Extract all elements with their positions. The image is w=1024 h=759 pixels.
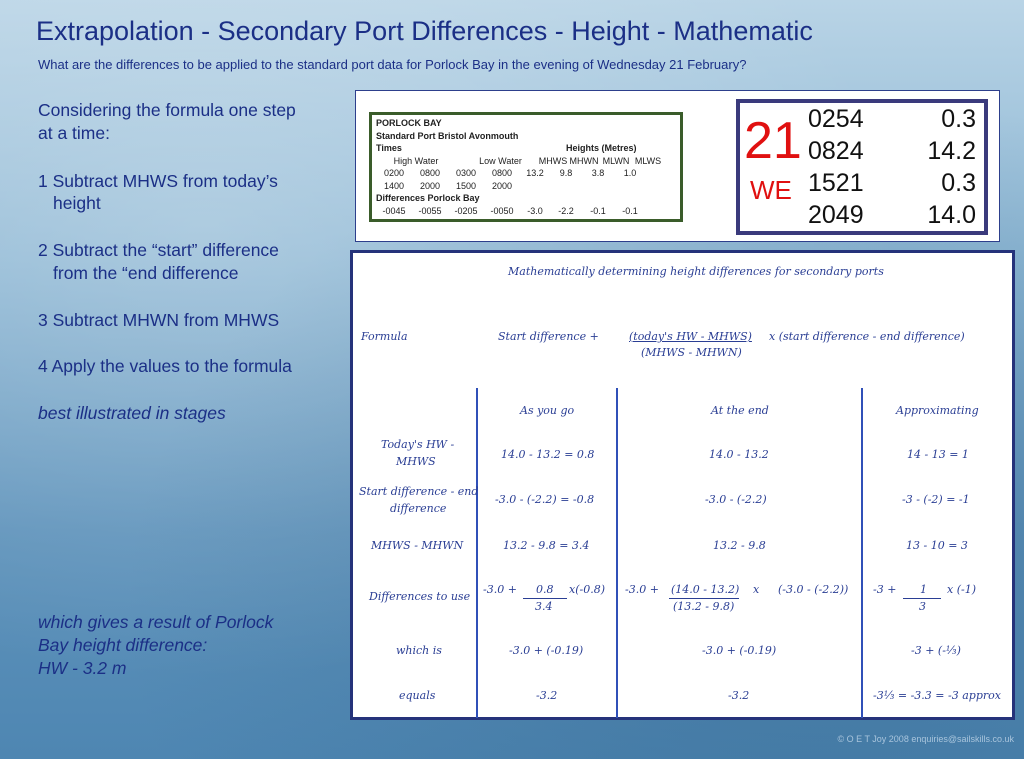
row-label: MHWS - MHWN [371, 539, 464, 552]
cell: -0050 [490, 205, 514, 216]
fraction-denominator: (13.2 - 9.8) [673, 600, 735, 613]
cell: -3 + [873, 583, 897, 596]
cell: -3.0 [527, 205, 543, 216]
step-1-line-1: 1 Subtract MHWS from today’s [38, 171, 278, 191]
differences-label: Differences Porlock Bay [376, 193, 480, 204]
cell: -3.0 + [625, 583, 659, 596]
table-header-row [376, 142, 676, 155]
tide-height: 0.3 [941, 105, 976, 133]
heights-label: Heights (Metres) [566, 143, 637, 154]
fraction-numerator: (14.0 - 13.2) [671, 583, 740, 596]
formula-label: Formula [361, 330, 408, 343]
cell: -3.0 - (-2.2) [705, 493, 767, 506]
step-3: 3 Subtract MHWN from MHWS [38, 310, 280, 330]
col-header-approximating: Approximating [896, 404, 979, 417]
formula-denominator: (MHWS - MHWN) [641, 346, 742, 359]
fraction-bar [523, 598, 567, 599]
cell: 13.2 [526, 168, 544, 179]
column-divider [476, 388, 478, 718]
col-header-at-the-end: At the end [711, 404, 769, 417]
table-row [376, 205, 676, 218]
tide-times-box [736, 99, 988, 235]
fraction-numerator: 0.8 [536, 583, 554, 596]
day-number: 21 [744, 112, 802, 170]
tide-time: 1521 [808, 169, 864, 197]
col-mhwn: MHWN [569, 155, 599, 166]
cell: -3.0 + (-0.19) [509, 644, 584, 657]
cell: 0800 [419, 168, 441, 179]
formula-tail: x (start difference - end difference) [769, 330, 965, 343]
table-row [376, 180, 676, 193]
cell: 14.0 - 13.2 = 0.8 [501, 448, 595, 461]
cell: -3.2 [728, 689, 750, 702]
cell: -0045 [382, 205, 406, 216]
tide-height: 14.0 [927, 201, 976, 229]
cell: x (-1) [947, 583, 976, 596]
step-4: 4 Apply the values to the formula [38, 356, 292, 376]
copyright-notice: © O E T Joy 2008 enquiries@sailskills.co.uk [837, 734, 1014, 744]
column-divider [616, 388, 618, 718]
step-2-line-1: 2 Subtract the “start” difference [38, 240, 279, 260]
col-header-as-you-go: As you go [520, 404, 575, 417]
tide-time: 2049 [808, 201, 864, 229]
cell: 1500 [455, 180, 477, 191]
tide-data-panel [355, 90, 1000, 242]
cell: 2000 [491, 180, 513, 191]
intro-line-2: at a time: [38, 123, 110, 143]
cell: -0.1 [590, 205, 606, 216]
row-label: which is [396, 644, 442, 657]
row-label: MHWS [396, 455, 436, 468]
step-1-line-2: height [53, 193, 101, 213]
stages-note: best illustrated in stages [38, 403, 226, 423]
cell: -3.0 - (-2.2) = -0.8 [495, 493, 595, 506]
result-line-1: which gives a result of Porlock [38, 612, 274, 632]
tide-time: 0254 [808, 105, 864, 133]
col-mlwn: MLWN [602, 155, 630, 166]
tide-height: 0.3 [941, 169, 976, 197]
fraction-bar [669, 598, 739, 599]
col-mlws: MLWS [634, 155, 662, 166]
step-2-line-2: from the “end difference [53, 263, 239, 283]
day-name: WE [750, 175, 792, 205]
result-line-3: HW - 3.2 m [38, 658, 127, 678]
low-water-label: Low Water [479, 155, 522, 166]
formula-start: Start difference + [498, 330, 599, 343]
page-title: Extrapolation - Secondary Port Differences - Height - Mathematic [36, 16, 813, 46]
times-label: Times [376, 143, 402, 154]
cell: -0055 [418, 205, 442, 216]
table-row [376, 167, 676, 180]
intro-line-1: Considering the formula one step [38, 100, 296, 120]
row-label: Today's HW - [381, 438, 455, 451]
cell: 13 - 10 = 3 [906, 539, 968, 552]
cell: 13.2 - 9.8 = 3.4 [503, 539, 590, 552]
cell: 3.8 [591, 168, 605, 179]
cell: -0.1 [622, 205, 638, 216]
row-label: difference [390, 502, 447, 515]
high-water-label: High Water [393, 155, 439, 166]
multiply-sign: x [753, 583, 760, 596]
cell: -3 + (-⅓) [911, 644, 961, 657]
cell: -3.0 + (-0.19) [702, 644, 777, 657]
calculation-panel [350, 250, 1015, 720]
fraction-denominator: 3 [919, 600, 926, 613]
calc-heading: Mathematically determining height differences for secondary ports [508, 265, 884, 278]
formula-numerator: (today's HW - MHWS) [629, 330, 752, 343]
cell: 0300 [455, 168, 477, 179]
cell: -3 - (-2) = -1 [902, 493, 970, 506]
col-mhws: MHWS [538, 155, 568, 166]
column-divider [861, 388, 863, 718]
cell: x(-0.8) [569, 583, 605, 596]
cell: 0200 [383, 168, 405, 179]
cell: 13.2 - 9.8 [713, 539, 766, 552]
page-subtitle: What are the differences to be applied to the standard port data for Porlock Bay in the evening of Wednesday 21 February? [38, 57, 747, 72]
cell: 14.0 - 13.2 [709, 448, 769, 461]
cell: -0205 [454, 205, 478, 216]
column-header-row [376, 155, 676, 168]
cell: 14 - 13 = 1 [907, 448, 969, 461]
standard-port-table [369, 112, 683, 222]
fraction-bar [903, 598, 941, 599]
result-line-2: Bay height difference: [38, 635, 208, 655]
row-label: Differences to use [369, 590, 471, 603]
fraction-denominator: 3.4 [535, 600, 553, 613]
cell: -3.2 [536, 689, 558, 702]
port-name: PORLOCK BAY [376, 118, 442, 129]
cell: 1400 [383, 180, 405, 191]
tide-height: 14.2 [927, 137, 976, 165]
cell: 1.0 [623, 168, 637, 179]
cell: -2.2 [558, 205, 574, 216]
cell: (-3.0 - (-2.2)) [778, 583, 849, 596]
cell: 9.8 [559, 168, 573, 179]
fraction-numerator: 1 [920, 583, 927, 596]
standard-port-label: Standard Port Bristol Avonmouth [376, 130, 519, 141]
tide-time: 0824 [808, 137, 864, 165]
cell: 0800 [491, 168, 513, 179]
row-label: equals [399, 689, 436, 702]
cell: 2000 [419, 180, 441, 191]
row-label: Start difference - end [359, 485, 479, 498]
cell: -3⅓ = -3.3 = -3 approx [873, 689, 1001, 702]
cell: -3.0 + [483, 583, 517, 596]
